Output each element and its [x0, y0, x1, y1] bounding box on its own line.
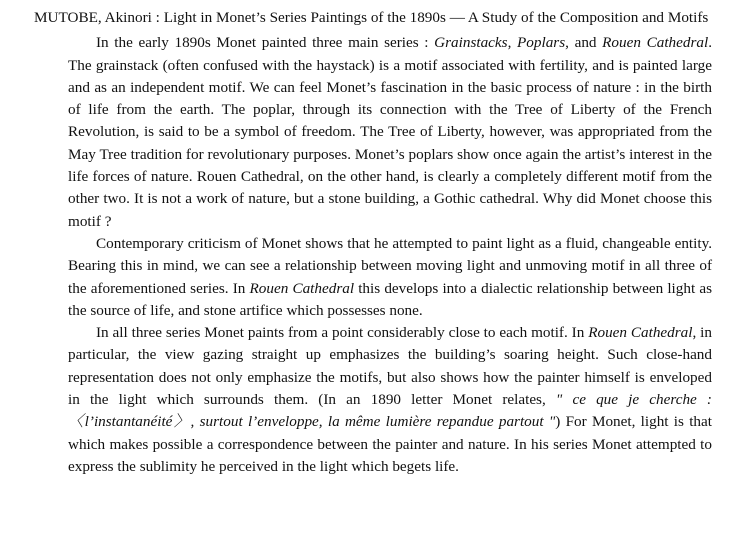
abstract-body: [68, 32, 712, 478]
title-text: Light in Monet’s Series Paintings of the 1890s — A Study of the Composition and Motifs: [163, 9, 709, 26]
paragraph-3-text-1: In all three series Monet paints from a point considerably close to each motif. In: [96, 324, 589, 342]
paragraph-1: [68, 32, 712, 233]
paragraph-3-text-3: ) For Monet, light is that which makes possible a correspondence between the painter and nature. In his series Monet attempted to express the sublimity he perceived in the light which begets life.: [68, 413, 712, 475]
monet-letter-quote: " ce que je cherche : 〈l’instantanéité〉, surtout l’enveloppe, la même lumière repandue partout ": [68, 391, 712, 431]
series-title-rouen-cathedral: Rouen Cathedral: [588, 324, 693, 342]
paragraph-3: [68, 322, 712, 478]
series-title-grainstacks: Grainstacks: [434, 34, 508, 52]
series-title-rouen-cathedral: Rouen Cathedral: [602, 34, 709, 52]
paragraph-2: [68, 233, 712, 322]
author-name: MUTOBE, Akinori: [34, 9, 152, 26]
article-title: [34, 7, 712, 29]
paragraph-1-text-1: In the early 1890s Monet painted three main series :: [96, 34, 435, 52]
paragraph-2-text-2: this develops into a dialectic relationship between light as the source of life, and stone artifice which possesses none.: [68, 279, 712, 319]
paragraph-3-text-2: , in particular, the view gazing straight up emphasizes the building’s soaring height. Such close-hand representation does not only emphasize the motifs, but also shows how the painter himself is enveloped in the light which surrounds them. (In an 1890 letter Monet relates,: [68, 324, 712, 409]
paragraph-1-text-3: , and: [565, 34, 603, 52]
paragraph-2-text-1: Contemporary criticism of Monet shows that he attempted to paint light as a fluid, changeable entity. Bearing this in mind, we can see a relationship between moving light and unmoving motif in all three of the aforementioned series. In: [68, 234, 712, 297]
series-title-rouen-cathedral: Rouen Cathedral: [249, 279, 355, 297]
title-separator: :: [151, 9, 164, 26]
paragraph-1-text-4: . The grainstack (often confused with the haystack) is a motif associated with fertility, and is painted large and as an independent motif. We can feel Monet’s fascination in the basic process of nature : in the birth of life from the earth. The poplar, through its connection with the Tree of Liberty of the French Revolution, is said to be a symbol of freedom. The Tree of Liberty, however, was appropriated from the May Tree tradition for revolutionary purposes. Monet’s poplars show once again the artist’s interest in the life forces of nature. Rouen Cathedral, on the other hand, is clearly a completely different motif from the other two. It is not a work of nature, but a stone building, a Gothic cathedral. Why did Monet choose this motif ?: [68, 34, 712, 230]
paragraph-1-text-2: ,: [507, 34, 518, 52]
series-title-poplars: Poplars: [517, 34, 566, 52]
